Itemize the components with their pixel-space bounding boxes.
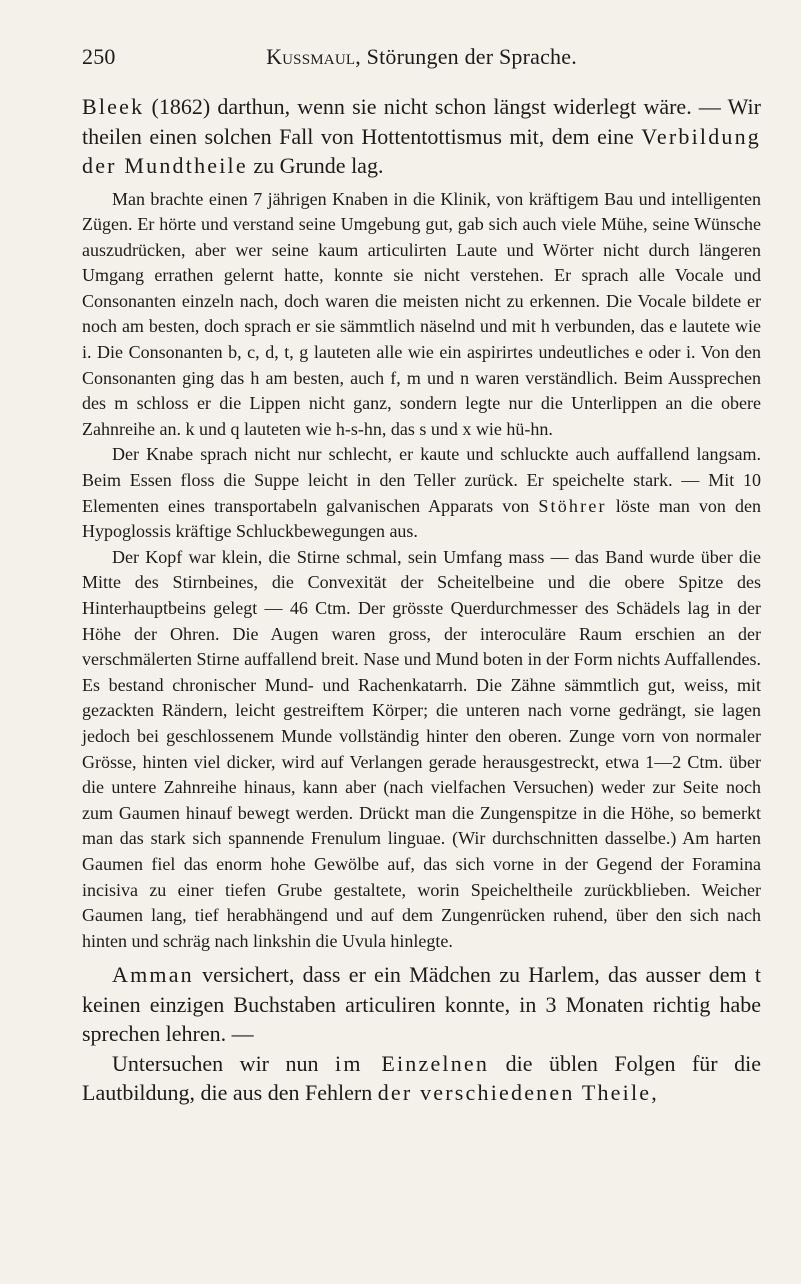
closing-paragraph-1-text: versichert, dass er ein Mädchen zu Harlem, das ausser dem t keinen einzigen Buchstaben articuliren konnte, in 3 Monaten richtig habe sprechen lehren. —	[82, 962, 761, 1047]
running-head	[82, 44, 761, 70]
closing-paragraph-1	[82, 960, 761, 1049]
closing-paragraph-2-b: die üblen Folgen für die Lautbildung, die aus den Fehlern	[82, 1050, 761, 1106]
case-paragraph-2-b: löste man von den Hypoglossis kräftige Schluckbewegungen aus.	[82, 495, 761, 542]
closing-section	[82, 960, 761, 1108]
emphasized-verschiedenen-theile: der verschiedenen Theile,	[377, 1080, 659, 1106]
case-report	[82, 187, 761, 955]
case-paragraph-3: Der Kopf war klein, die Stirne schmal, sein Umfang mass — das Band wurde über die Mitte des Stirnbeines, die Convexität der Scheitelbeine und die obere Spitze des Hinterhauptbeins gelegt — 46 Ctm. Der grösste Querdurchmesser des Schädels lag in der Höhe der Ohren. Die Augen waren gross, der interoculäre Raum erschien an der verschmälerten Stirne auffallend breit. Nase und Mund boten in der Form nichts Auffallendes. Es bestand chronischer Mund- und Rachenkatarrh. Die Zähne sämmtlich gut, weiss, mit gezackten Rändern, leicht gestreiftem Körper; die unteren nach vorne gedrängt, sie lagen jedoch bei geschlossenem Munde vollständig hinter den oberen. Zunge vorn von normaler Grösse, hinten viel dicker, wird auf Verlangen gerade herausgestreckt, etwa 1—2 Ctm. über die untere Zahnreihe hinaus, kann aber (nach vielfachen Versuchen) weder zur Seite noch zum Gaumen hinauf bewegt werden. Drückt man die Zungenspitze in die Höhe, so bemerkt man das stark sich spannende Frenulum linguae. (Wir durchschnitten dasselbe.) Am harten Gaumen fiel das enorm hohe Gewölbe auf, das sich vorne in der Gegend der Foramina incisiva zu einer tiefen Grube gestaltete, worin Speicheltheile zurückblieben. Weicher Gaumen lang, tief herabhängend und auf dem Zungenrücken ruhend, über den sich nach hinten und schräg nach linkshin die Uvula hinlegte.	[82, 546, 761, 951]
closing-paragraph-2-a: Untersuchen wir nun	[112, 1050, 336, 1076]
running-head-title: , Störungen der Sprache.	[355, 44, 577, 69]
closing-paragraph-2	[82, 1049, 761, 1108]
author-name-amman: Amman	[112, 962, 194, 988]
page-number: 250	[82, 44, 116, 69]
author-name-stoehrer: Stöhrer	[538, 495, 607, 516]
intro-paragraph	[82, 92, 761, 181]
intro-section	[82, 92, 761, 181]
running-head-author: Kussmaul	[266, 44, 356, 69]
emphasized-term: Verbildung der Mundtheile	[82, 123, 761, 178]
page-header	[82, 44, 761, 74]
intro-text-end: zu Grunde lag.	[247, 153, 384, 178]
intro-text: (1862) darthun, wenn sie nicht schon längst widerlegt wäre. — Wir theilen einen solchen Fall von Hottentottismus mit, dem eine	[82, 94, 761, 149]
case-paragraph-2-a: Der Knabe sprach nicht nur schlecht, er kaute und schluckte auch auffallend langsam. Beim Essen floss die Suppe leicht in den Teller zurück. Er speichelte stark. — Mit 10 Elementen eines transportabeln galvanischen Apparats von	[82, 444, 761, 516]
emphasized-im-einzelnen: im Einzelnen	[335, 1050, 490, 1076]
case-paragraph-2	[82, 442, 761, 544]
case-paragraph-1: Man brachte einen 7 jährigen Knaben in die Klinik, von kräftigem Bau und intelligenten Zügen. Er hörte und verstand seine Umgebung gut, gab sich auch viele Mühe, seine Wünsche auszudrücken, aber wer seine kaum articulirten Laute und Wörter nicht durch längeren Umgang errathen gelernt hatte, konnte sie nicht verstehen. Er sprach alle Vocale und Consonanten einzeln nach, doch waren die meisten nicht zu erkennen. Die Vocale bildete er noch am besten, doch sprach er sie sämmtlich näselnd und mit h verbunden, das e lautete wie i. Die Consonanten b, c, d, t, g lauteten alle wie ein aspirirtes undeutliches e oder i. Von den Consonanten ging das h am besten, auch f, m und n waren verständlich. Beim Aussprechen des m schloss er die Lippen nicht ganz, sondern legte nur die Unterlippen an die obere Zahnreihe an. k und q lauteten wie h-s-hn, das s und x wie hü-hn.	[82, 188, 761, 439]
author-name-bleek: Bleek	[82, 94, 145, 119]
